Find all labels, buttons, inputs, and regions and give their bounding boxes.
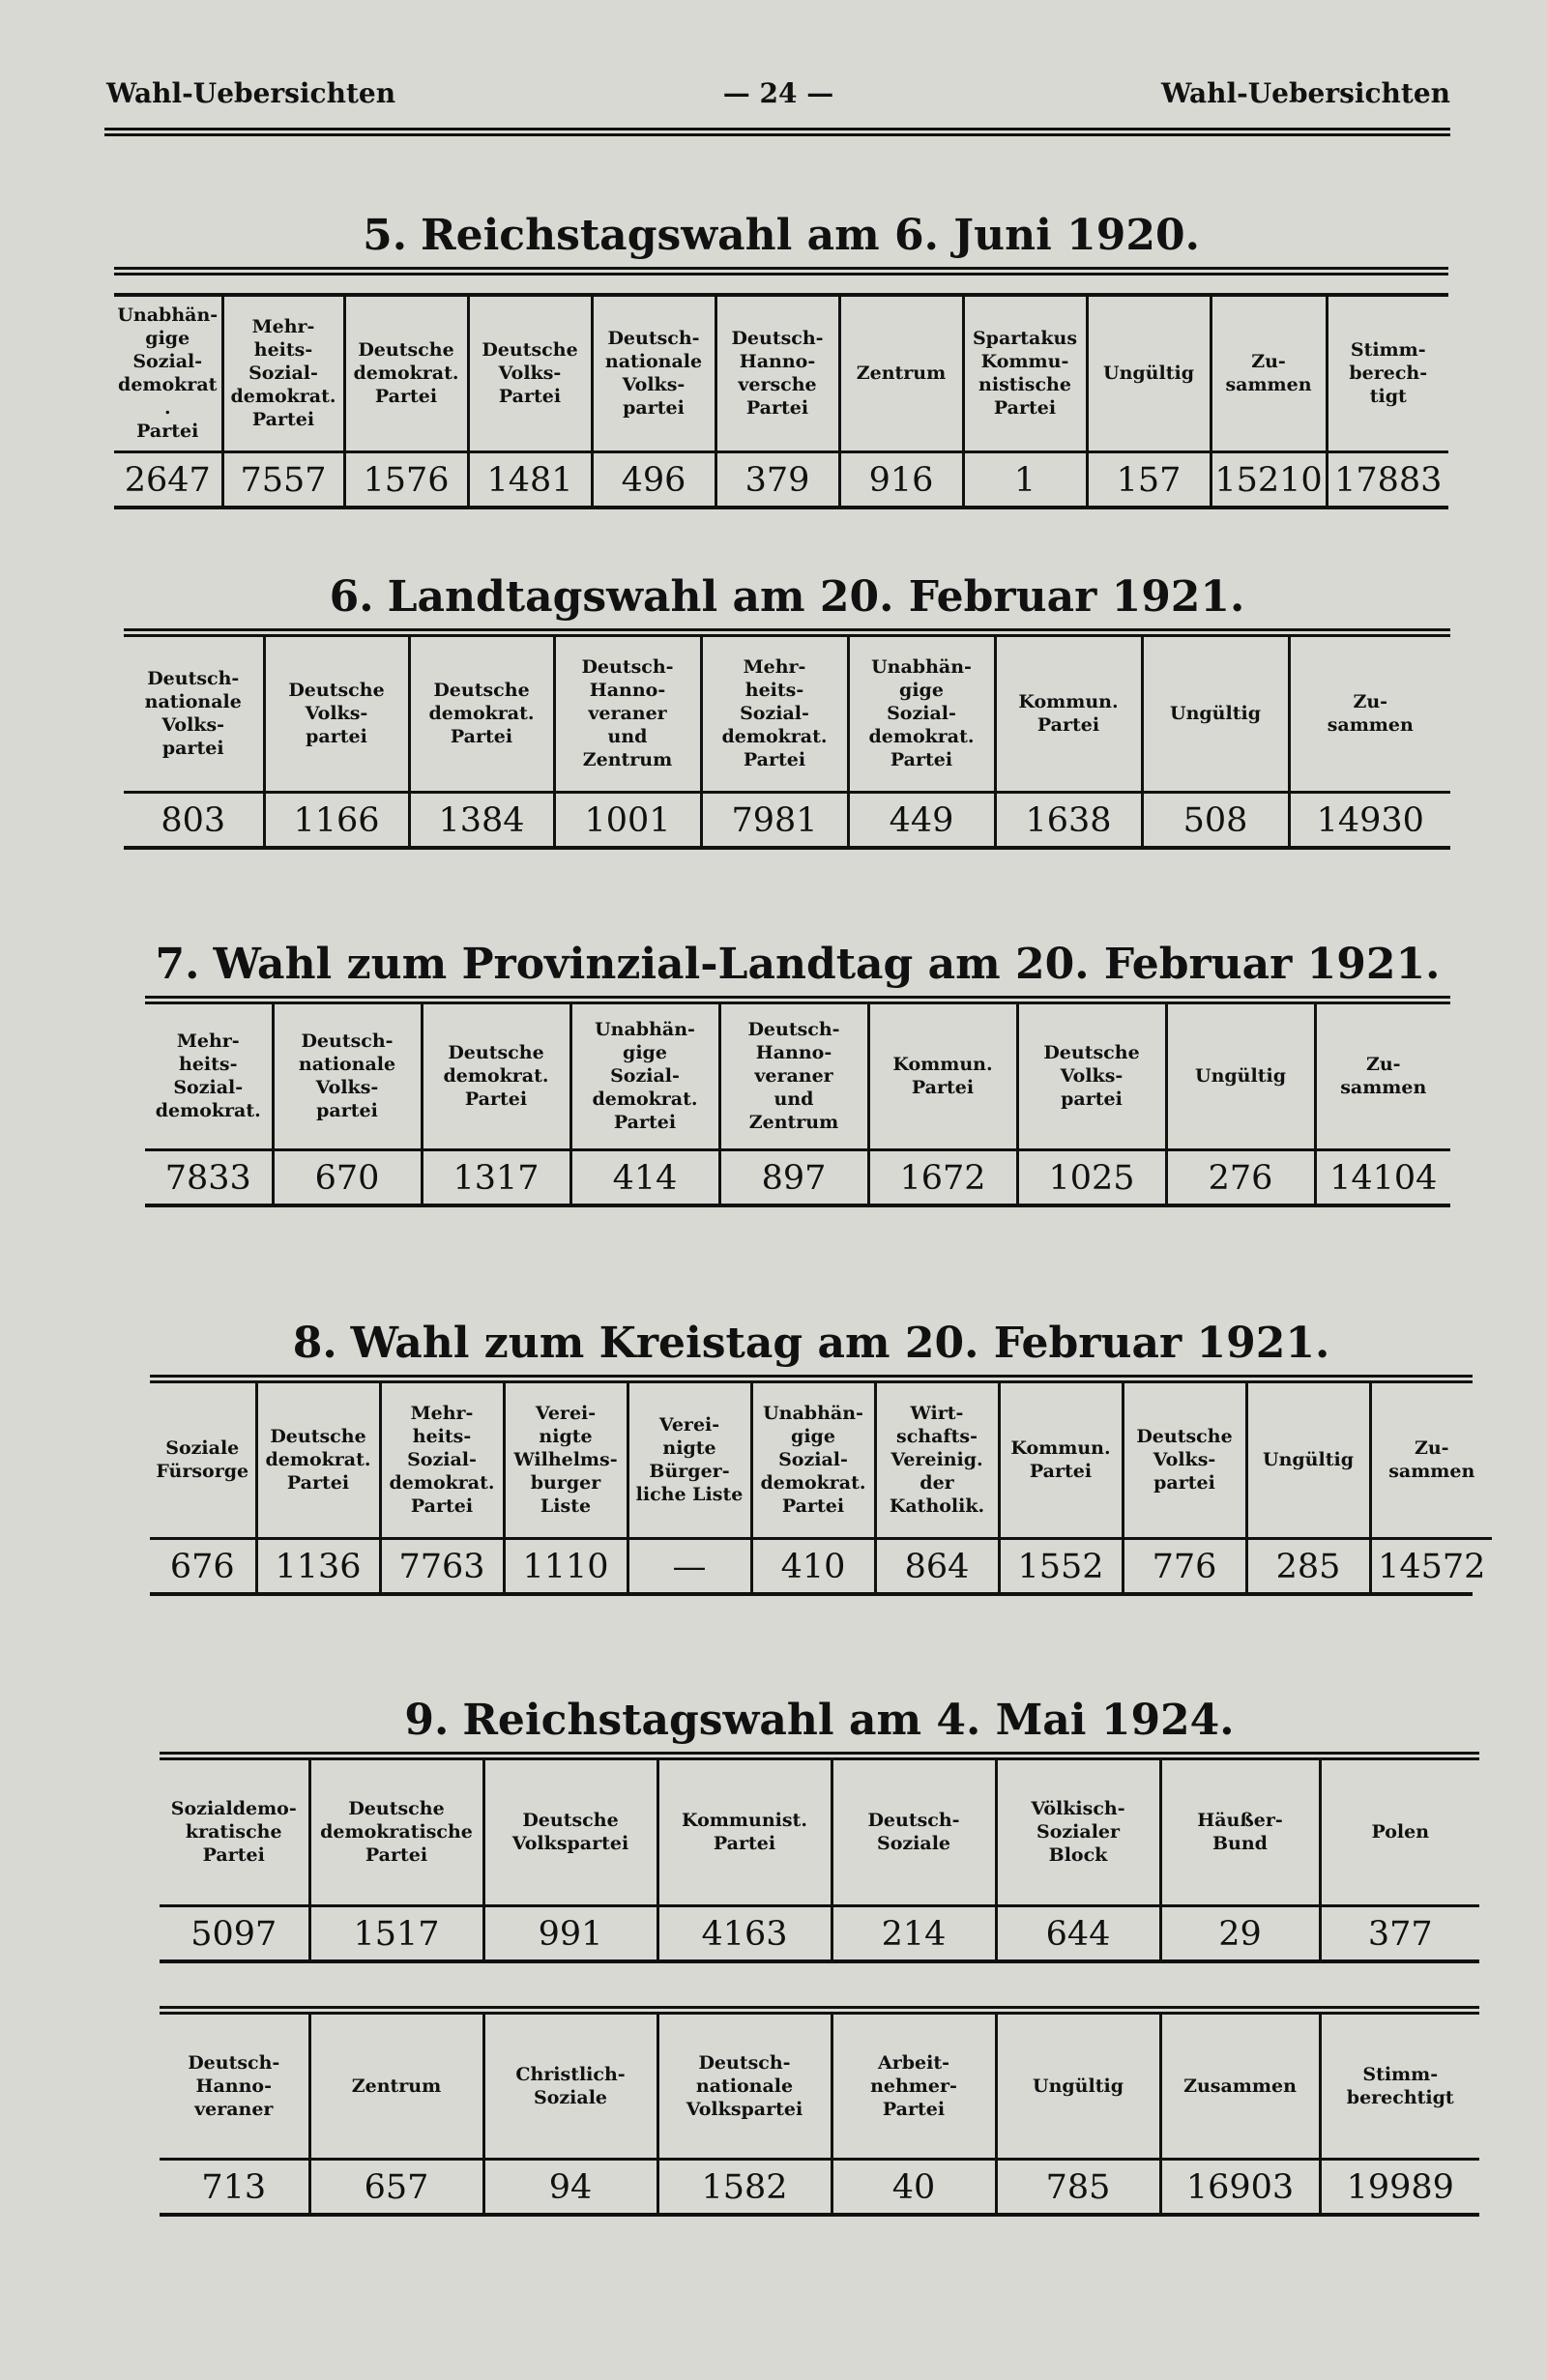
vote-count-cell: 29: [1160, 1905, 1320, 1959]
vote-count-cell: 508: [1142, 792, 1289, 846]
column-header: Zusammen: [1160, 2015, 1320, 2160]
column-header: Zentrum: [309, 2015, 483, 2160]
column-header: Spartakus Kommu- nistische Partei: [963, 297, 1087, 451]
vote-count-cell: 1384: [409, 792, 554, 846]
table-bottom-rule: [160, 2213, 1479, 2217]
column-header: Deutsche Volks- partei: [1123, 1383, 1246, 1538]
table-bottom-rule: [145, 1204, 1450, 1207]
column-header: Ungültig: [1142, 637, 1289, 792]
column-header: Deutsch- nationale Volks- partei: [273, 1004, 422, 1149]
vote-count-cell: 670: [273, 1149, 422, 1204]
vote-count-cell: 1576: [344, 451, 468, 506]
vote-count-cell: 1638: [995, 792, 1142, 846]
section-number: 8.: [292, 1319, 337, 1368]
vote-count-cell: 864: [875, 1538, 999, 1592]
vote-count-cell: 1166: [264, 792, 409, 846]
vote-count-cell: 14930: [1289, 792, 1450, 846]
column-header: Kommun. Partei: [999, 1383, 1123, 1538]
running-head-left: Wahl-Uebersichten: [106, 77, 396, 109]
vote-count-cell: 713: [160, 2160, 309, 2214]
column-header: Zentrum: [839, 297, 963, 451]
column-header: Deutsch- Hanno- versche Partei: [715, 297, 839, 451]
column-header: Zu- sammen: [1289, 637, 1450, 792]
section-number: 9.: [404, 1696, 450, 1745]
table-bottom-rule: [150, 1592, 1473, 1596]
title-rule: [150, 1375, 1473, 1383]
vote-count-cell: 1582: [657, 2160, 832, 2214]
section-reichstagswahl-1920: [114, 211, 1448, 509]
running-head-right: Wahl-Uebersichten: [1160, 77, 1450, 109]
column-header: Völkisch- Sozialer Block: [996, 1760, 1160, 1905]
vote-count-cell: 4163: [657, 1905, 832, 1959]
column-header: Arbeit- nehmer- Partei: [832, 2015, 996, 2160]
vote-count-cell: 17883: [1327, 451, 1448, 506]
vote-count-cell: 276: [1166, 1149, 1315, 1204]
vote-count-cell: 1110: [504, 1538, 628, 1592]
vote-count-cell: 157: [1087, 451, 1211, 506]
column-header: Polen: [1320, 1760, 1479, 1905]
vote-count-cell: 14572: [1370, 1538, 1492, 1592]
section-title-text: Reichstagswahl am 6. Juni 1920.: [421, 211, 1200, 260]
vote-count-cell: 7833: [145, 1149, 273, 1204]
vote-count-cell: 40: [832, 2160, 996, 2214]
vote-count-cell: 676: [150, 1538, 256, 1592]
vote-count-cell: 449: [848, 792, 995, 846]
section-number: 6.: [329, 572, 374, 622]
column-header: Deutsch- Hanno- veraner und Zentrum: [554, 637, 701, 792]
vote-count-cell: 14104: [1315, 1149, 1450, 1204]
column-header: Sozialdemo- kratische Partei: [170, 1798, 297, 1867]
vote-count-cell: 803: [124, 792, 264, 846]
section-provinzial-landtag-1921: [145, 940, 1450, 1207]
column-header: Deutsch- nationale Volks- partei: [144, 668, 242, 760]
column-header: Kommun. Partei: [995, 637, 1142, 792]
column-header: Deutsche demokrat. Partei: [409, 637, 554, 792]
column-header: Deutsche Volkspartei: [483, 1760, 657, 1905]
vote-count-cell: 5097: [160, 1905, 309, 1959]
section-reichstagswahl-1924: [160, 1696, 1479, 2217]
column-header: Wirt- schafts- Vereinig. der Katholik.: [875, 1383, 999, 1538]
column-header: Ungültig: [996, 2015, 1160, 2160]
vote-count-cell: 916: [839, 451, 963, 506]
column-header: Kommunist. Partei: [657, 1760, 832, 1905]
vote-count-cell: 15210: [1211, 451, 1327, 506]
column-header: Unabhän- gige Sozial- demokrat. Partei: [117, 305, 219, 443]
vote-count-cell: 644: [996, 1905, 1160, 1959]
table-bottom-rule: [124, 846, 1450, 850]
page-number: — 24 —: [722, 77, 834, 109]
running-head: [106, 77, 1450, 116]
column-header: Deutsch- nationale Volkspartei: [657, 2015, 832, 2160]
vote-count-cell: 377: [1320, 1905, 1479, 1959]
column-header: Deutsche demokrat. Partei: [344, 297, 468, 451]
vote-count-cell: 1517: [309, 1905, 483, 1959]
column-header: Unabhän- gige Sozial- demokrat. Partei: [570, 1004, 719, 1149]
section-title-text: Reichstagswahl am 4. Mai 1924.: [462, 1696, 1235, 1745]
continuation-table: [160, 2015, 1479, 2214]
table-bottom-rule: [114, 506, 1448, 509]
vote-count-cell: 94: [483, 2160, 657, 2214]
title-rule: [124, 628, 1450, 637]
column-header: Deutsche demokrat. Partei: [256, 1383, 380, 1538]
table-bottom-rule: [160, 1959, 1479, 1963]
continuation-top-rule: [160, 2006, 1479, 2015]
section-title-text: Wahl zum Kreistag am 20. Februar 1921.: [350, 1319, 1330, 1368]
vote-count-cell: 214: [832, 1905, 996, 1959]
vote-count-cell: 1136: [256, 1538, 380, 1592]
vote-count-cell: 657: [309, 2160, 483, 2214]
section-title: [150, 1319, 1473, 1369]
section-landtagswahl-1921: [124, 572, 1450, 850]
section-title: [145, 940, 1450, 990]
column-header: Deutsch- Hanno- veraner und Zentrum: [719, 1004, 868, 1149]
column-header: Deutsch- Soziale: [832, 1760, 996, 1905]
column-header: Verei- nigte Bürger- liche Liste: [628, 1383, 751, 1538]
vote-count-cell: 1: [963, 451, 1087, 506]
vote-count-cell: 285: [1246, 1538, 1370, 1592]
column-header: Ungültig: [1246, 1383, 1370, 1538]
vote-count-cell: 7557: [222, 451, 344, 506]
vote-count-cell: 379: [715, 451, 839, 506]
column-header: Mehr- heits- Sozial- demokrat. Partei: [380, 1383, 504, 1538]
column-header: Kommun. Partei: [868, 1004, 1017, 1149]
column-header: Deutsch- nationale Volks- partei: [592, 297, 715, 451]
vote-count-cell: 19989: [1320, 2160, 1479, 2214]
vote-count-cell: 7763: [380, 1538, 504, 1592]
vote-count-cell: 1672: [868, 1149, 1017, 1204]
vote-count-cell: 1317: [422, 1149, 570, 1204]
column-header: Ungültig: [1087, 297, 1211, 451]
vote-count-cell: 16903: [1160, 2160, 1320, 2214]
column-header: Unabhän- gige Sozial- demokrat. Partei: [848, 637, 995, 792]
title-rule: [145, 996, 1450, 1004]
results-table: [145, 1004, 1450, 1204]
vote-count-cell: 496: [592, 451, 715, 506]
title-rule: [114, 267, 1448, 276]
column-header: Zu- sammen: [1370, 1383, 1492, 1538]
results-table: [124, 637, 1450, 846]
vote-count-cell: 2647: [114, 451, 222, 506]
results-table: [114, 297, 1448, 506]
column-header: Mehr- heits- Sozial- demokrat. Partei: [222, 297, 344, 451]
column-header: Deutsche demokratische Partei: [309, 1760, 483, 1905]
vote-count-cell: —: [628, 1538, 751, 1592]
vote-count-cell: 776: [1123, 1538, 1246, 1592]
section-title-text: Landtagswahl am 20. Februar 1921.: [387, 572, 1245, 622]
column-header: Deutsch- Hanno- veraner: [188, 2051, 280, 2120]
column-header: Unabhän- gige Sozial- demokrat. Partei: [751, 1383, 875, 1538]
results-table: [150, 1383, 1492, 1592]
header-rule: [104, 128, 1450, 136]
column-header: Soziale Fürsorge: [156, 1437, 249, 1483]
section-title: [114, 211, 1448, 261]
column-header: Christlich- Soziale: [483, 2015, 657, 2160]
title-rule: [160, 1752, 1479, 1760]
vote-count-cell: 1001: [554, 792, 701, 846]
column-header: Stimm- berechtigt: [1320, 2015, 1479, 2160]
vote-count-cell: 1025: [1017, 1149, 1166, 1204]
vote-count-cell: 785: [996, 2160, 1160, 2214]
column-header: Verei- nigte Wilhelms- burger Liste: [504, 1383, 628, 1538]
section-title: [160, 1696, 1479, 1746]
vote-count-cell: 1481: [468, 451, 592, 506]
column-header: Deutsche demokrat. Partei: [422, 1004, 570, 1149]
section-number: 7.: [155, 940, 200, 989]
results-table: [160, 1760, 1479, 1959]
column-header: Ungültig: [1166, 1004, 1315, 1149]
column-header: Deutsche Volks- partei: [264, 637, 409, 792]
vote-count-cell: 991: [483, 1905, 657, 1959]
section-title: [124, 572, 1450, 623]
column-header: Mehr- heits- Sozial- demokrat.: [155, 1030, 261, 1122]
vote-count-cell: 7981: [701, 792, 848, 846]
column-header: Zu- sammen: [1315, 1004, 1450, 1149]
column-header: Deutsche Volks- partei: [1017, 1004, 1166, 1149]
vote-count-cell: 1552: [999, 1538, 1123, 1592]
vote-count-cell: 410: [751, 1538, 875, 1592]
column-header: Häußer- Bund: [1160, 1760, 1320, 1905]
column-header: Stimm- berech- tigt: [1327, 297, 1448, 451]
vote-count-cell: 897: [719, 1149, 868, 1204]
column-header: Zu- sammen: [1211, 297, 1327, 451]
column-header: Mehr- heits- Sozial- demokrat. Partei: [701, 637, 848, 792]
section-number: 5.: [363, 211, 408, 260]
section-title-text: Wahl zum Provinzial-Landtag am 20. Februar 1921.: [213, 940, 1441, 989]
section-kreistag-1921: [150, 1319, 1486, 1596]
column-header: Deutsche Volks- Partei: [468, 297, 592, 451]
vote-count-cell: 414: [570, 1149, 719, 1204]
